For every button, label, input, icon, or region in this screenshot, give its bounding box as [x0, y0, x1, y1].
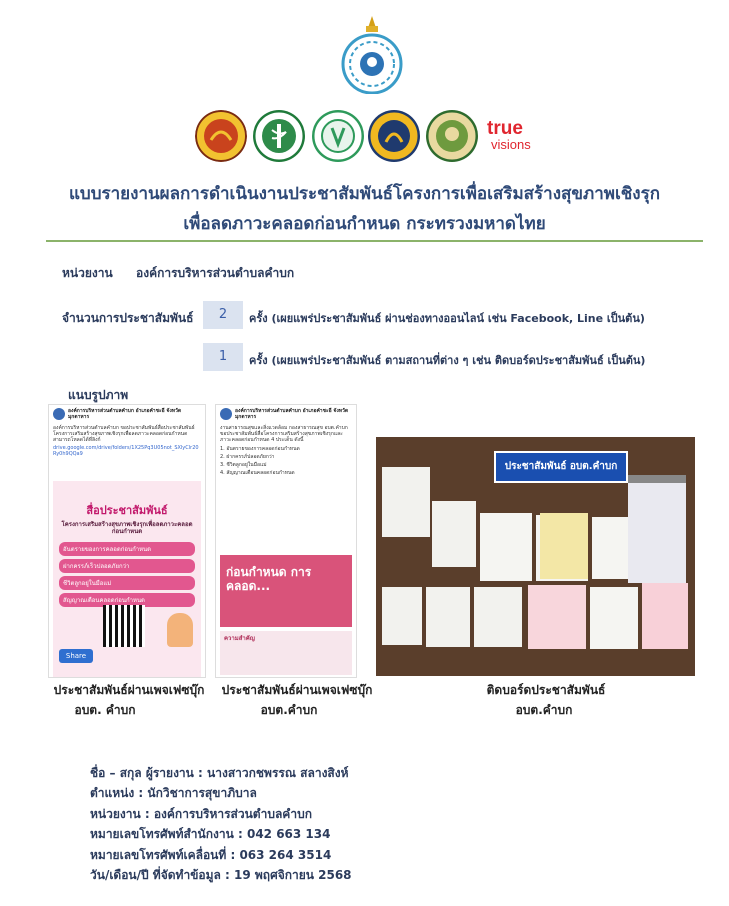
footer-unit: หน่วยงาน : องค์การบริหารส่วนตำบลคำบก — [90, 807, 312, 821]
poster-title: สื่อประชาสัมพันธ์ — [86, 504, 168, 517]
caption-photo1-line1: ประชาสัมพันธ์ผ่านเพจเฟซบุ๊ก — [53, 683, 205, 697]
post-item-2: 2. ฝากครรภ์ปลอดภัยกว่า — [220, 454, 275, 460]
online-count-box: 2 — [203, 301, 243, 329]
online-count-text: ครั้ง (เผยแพร่ประชาสัมพันธ์ ผ่านช่องทางออนไลน์ เช่น Facebook, Line เป็นต้น) — [249, 312, 645, 325]
mother-illustration — [167, 613, 193, 647]
share-badge: Share — [59, 649, 93, 663]
true-logo-main: true — [487, 118, 523, 139]
footer-mobile-phone: หมายเลขโทรศัพท์เคลื่อนที่ : 063 264 3514 — [90, 848, 332, 862]
poster-image — [53, 481, 201, 677]
logo-ministry-public-health — [253, 110, 305, 162]
post-item-1: 1. อันตรายของการคลอดก่อนกำหนด — [220, 446, 300, 452]
poster-title: ก่อนกำหนด การคลอด... — [226, 565, 312, 593]
poster-item-3: ชีวิตลูกอยู่ในมือแม่ — [59, 576, 195, 590]
count-label: จำนวนการประชาสัมพันธ์ — [62, 311, 194, 325]
photo-facebook-post-1 — [48, 404, 206, 678]
post-org-name: องค์การบริหารส่วนตำบลคำบก อำเภอคำชะอี จังหวัดมุกดาหาร — [235, 408, 349, 420]
page-title-line2: เพื่อลดภาวะคลอดก่อนกำหนด กระทรวงมหาดไทย — [183, 214, 546, 234]
poster-subtitle: โครงการเสริมสร้างสุขภาพเชิงรุกเพื่อลดภาวะคลอดก่อนกำหนด — [61, 521, 193, 535]
unit-label: หน่วยงาน — [62, 266, 113, 280]
poster-item-2: ฝากครรภ์เร็วปลอดภัยกว่า — [59, 559, 195, 573]
caption-photo2-line2: อบต.คำบก — [260, 703, 318, 717]
caption-photo2-line1: ประชาสัมพันธ์ผ่านเพจเฟซบุ๊ก — [221, 683, 373, 697]
caption-photo1-line2: อบต. คำบก — [74, 703, 136, 717]
infographic-image — [220, 631, 352, 675]
board-title-text: ประชาสัมพันธ์ อบต.คำบก — [504, 461, 618, 472]
posted-document — [382, 467, 430, 537]
poster-image — [220, 555, 352, 627]
logo-local-administration — [368, 110, 420, 162]
true-logo-sub: visions — [491, 137, 531, 152]
page-avatar — [220, 408, 232, 420]
posted-document — [426, 587, 470, 647]
onsite-count-text: ครั้ง (เผยแพร่ประชาสัมพันธ์ ตามสถานที่ต่าง ๆ เช่น ติดบอร์ดประชาสัมพันธ์ เป็นต้น) — [249, 354, 646, 367]
posted-document — [382, 587, 422, 645]
onsite-count-box: 1 — [203, 343, 243, 371]
posted-booklet — [540, 513, 588, 579]
post-org-name: องค์การบริหารส่วนตำบลคำบก อำเภอคำชะอี จังหวัดมุกดาหาร — [68, 408, 182, 420]
clipboard — [628, 475, 686, 583]
logo-health-promotion — [312, 110, 364, 162]
footer-reporter: ชื่อ – สกุล ผู้รายงาน : นางสาวกชพรรณ สลางสิงห์ — [90, 766, 349, 780]
unit-value: องค์การบริหารส่วนตำบลคำบก — [136, 266, 295, 280]
logo-true-visions — [487, 120, 557, 156]
page-title-line1: แบบรายงานผลการดำเนินงานประชาสัมพันธ์โครงการเพื่อเสริมสร้างสุขภาพเชิงรุก — [68, 184, 661, 204]
qr-code-icon — [103, 605, 145, 647]
poster-item-1: อันตรายของการคลอดก่อนกำหนด — [59, 542, 195, 556]
posted-document — [590, 587, 638, 649]
infographic-banner: ความสำคัญ — [224, 635, 255, 642]
logo-province-seal — [195, 110, 247, 162]
photo-bulletin-board — [376, 437, 695, 676]
photo-facebook-post-2 — [215, 404, 357, 678]
caption-photo3-line2: อบต.คำบก — [515, 703, 573, 717]
footer-office-phone: หมายเลขโทรศัพท์สำนักงาน : 042 663 134 — [90, 827, 331, 841]
posted-document — [432, 501, 476, 567]
post-item-3: 3. ชีวิตลูกอยู่ในมือแม่ — [220, 462, 267, 468]
attach-photo-label: แนบรูปภาพ — [68, 388, 129, 402]
page-avatar — [53, 408, 65, 420]
board-title-sign — [494, 451, 628, 483]
post-text: องค์การบริหารส่วนตำบลคำบก ขอประชาสัมพันธ์สื่อประชาสัมพันธ์โครงการเสริมสร้างสุขภาพเชิงรุกเพื่อลดภาวะคลอดก่อนกำหนด สามารถโหลดได้ที่ลิงก์ — [53, 425, 195, 443]
title-divider — [46, 240, 703, 242]
posted-poster — [528, 585, 586, 649]
posted-poster — [642, 583, 688, 649]
moi-emblem — [340, 14, 404, 94]
post-item-4: 4. สัญญาณเตือนคลอดก่อนกำหนด — [220, 470, 295, 476]
logo-district-seal — [426, 110, 478, 162]
posted-document — [480, 513, 532, 581]
footer-position: ตำแหน่ง : นักวิชาการสุขาภิบาล — [90, 786, 257, 800]
posted-document — [592, 517, 632, 579]
caption-photo3-line1: ติดบอร์ดประชาสัมพันธ์ — [486, 683, 606, 697]
footer-date: วัน/เดือน/ปี ที่จัดทำข้อมูล : 19 พฤศจิกายน 2568 — [90, 868, 352, 882]
post-text: งานสาธารณสุขและสิ่งแวดล้อม กองสาธารณสุข อบต.คำบก ขอประชาสัมพันธ์สื่อโครงการเสริมสร้างสุขภาพเชิงรุกและภาวะคลอดก่อนกำหนด 4 ประเด็น ดังนี้ — [220, 425, 348, 443]
post-link: drive.google.com/drive/folders/1X25Pq3U05not_SXlyClr20Ry0h9QQa9 — [53, 445, 199, 457]
poster-item-4: สัญญาณเตือนคลอดก่อนกำหนด — [59, 593, 195, 607]
posted-document — [474, 587, 522, 647]
